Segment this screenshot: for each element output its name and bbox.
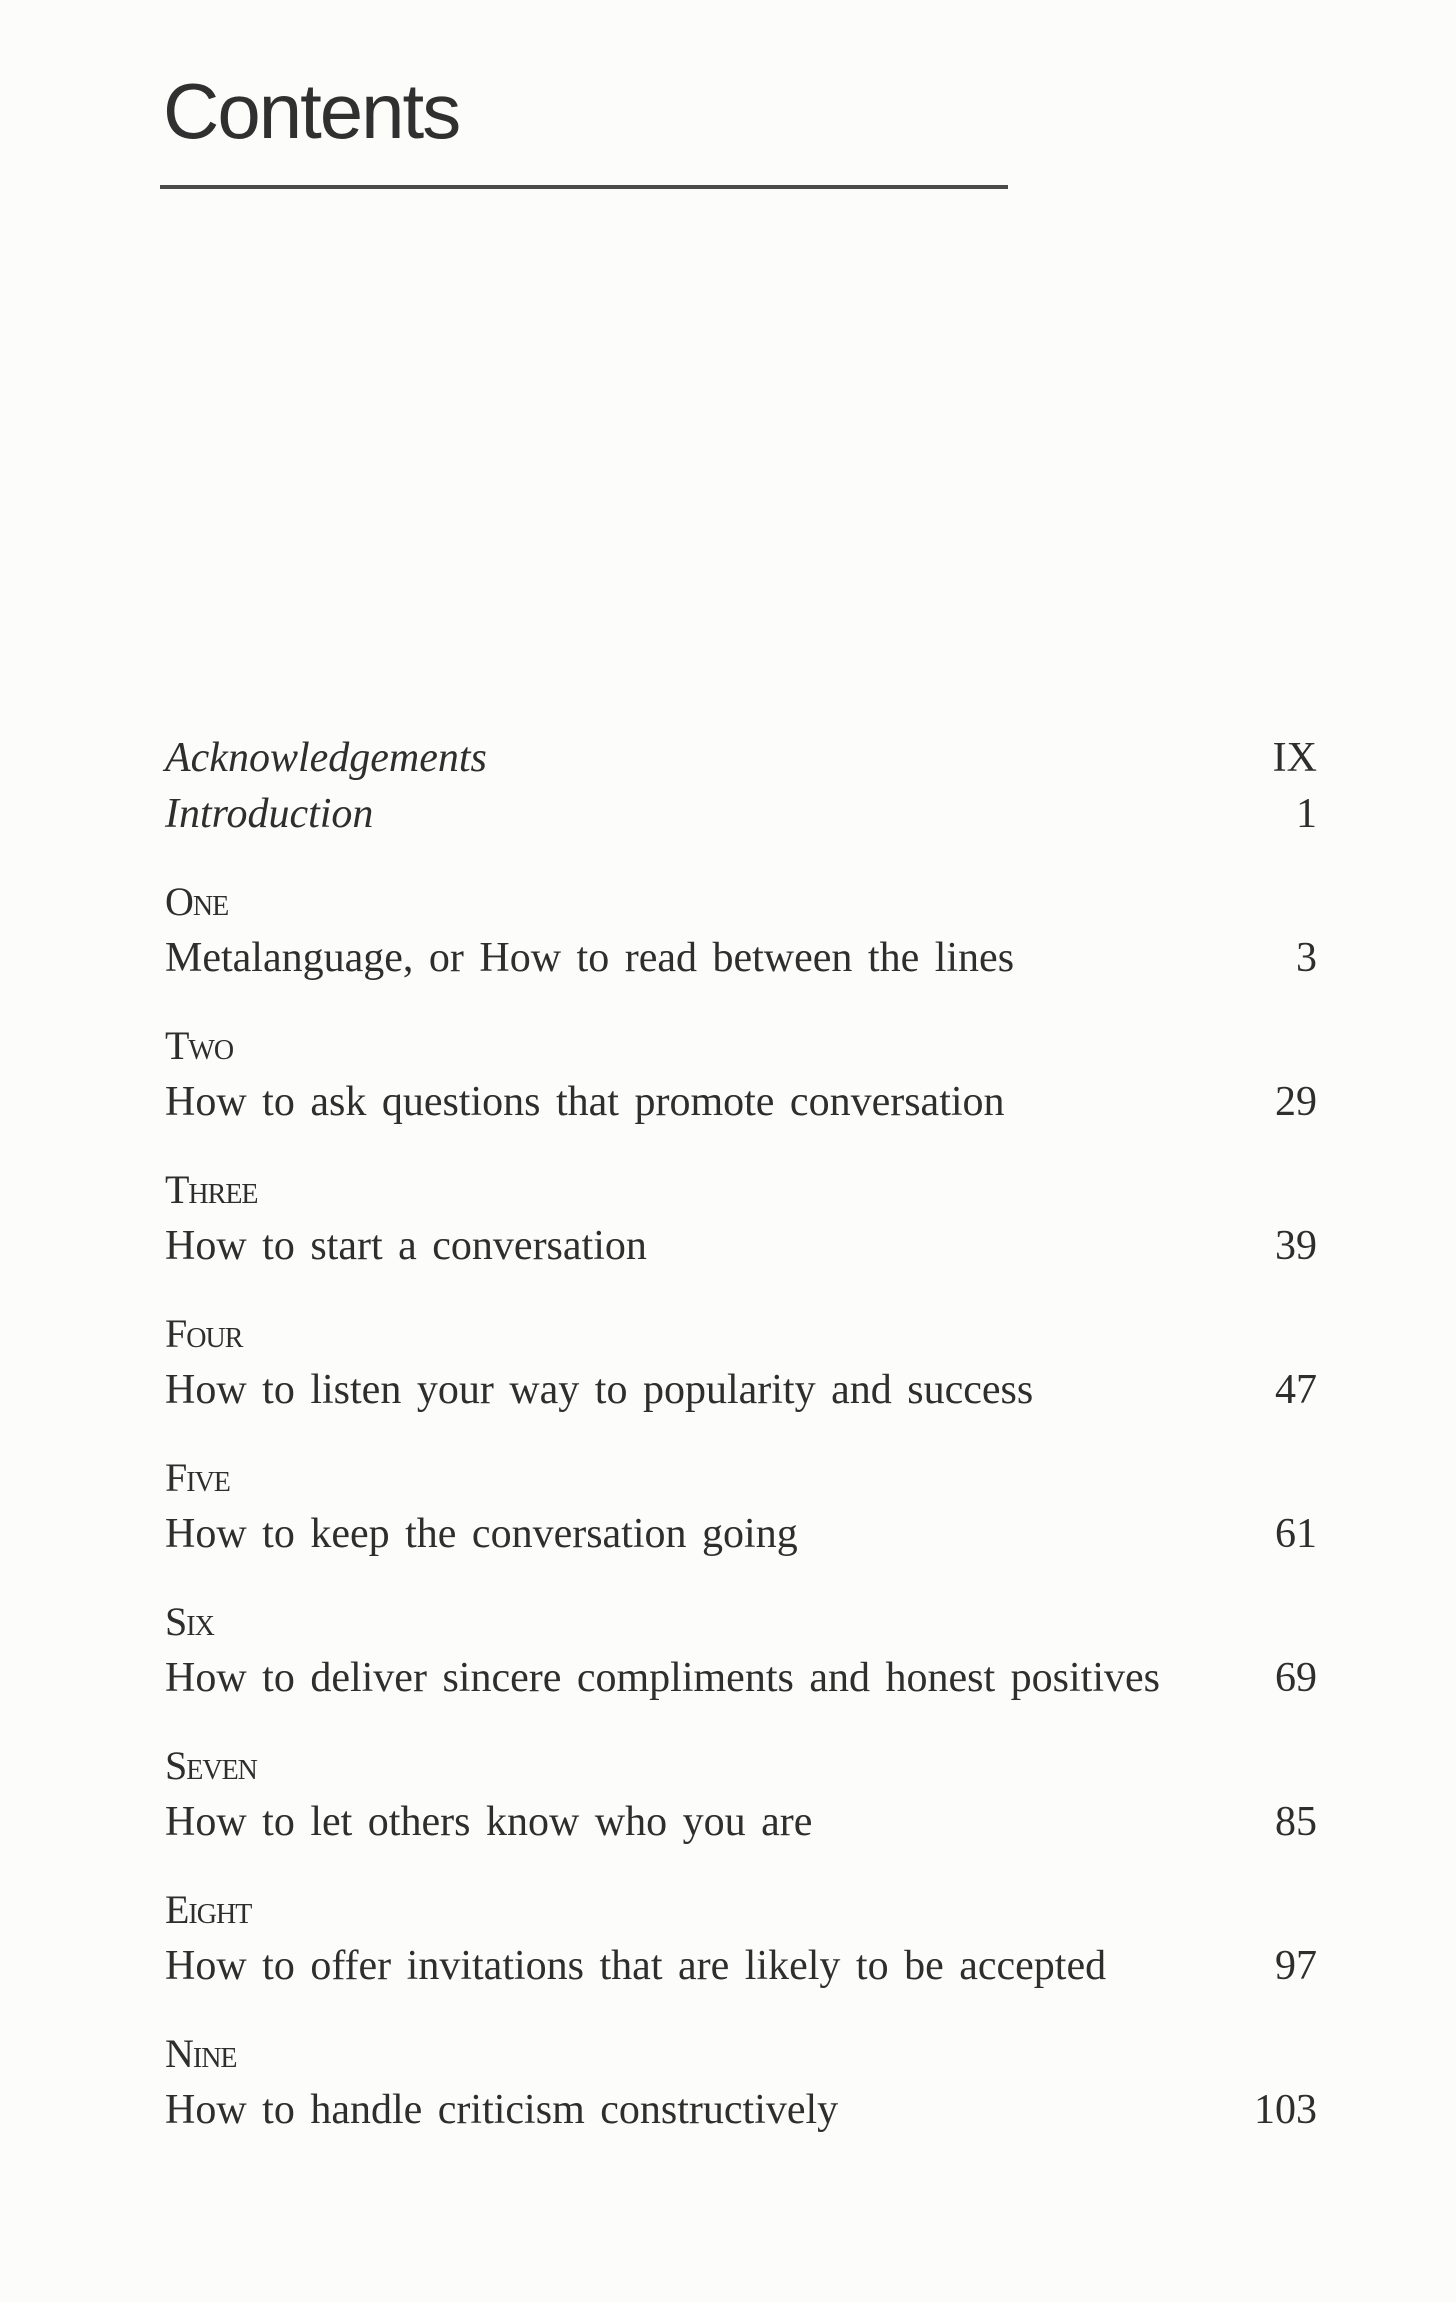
chapter-title: How to let others know who you are: [165, 1799, 813, 1845]
toc-chapter-6[interactable]: [165, 1588, 1317, 1706]
chapter-number: Five: [165, 1455, 230, 1500]
chapter-page-number: 39: [1275, 1223, 1317, 1269]
chapter-title: How to handle criticism constructively: [165, 2087, 839, 2133]
table-of-contents: [165, 730, 1317, 2164]
entry-page-number: IX: [1272, 735, 1317, 781]
chapter-page-number: 85: [1275, 1799, 1317, 1845]
chapter-number: One: [165, 879, 229, 924]
chapter-page-number: 29: [1275, 1079, 1317, 1125]
chapter-title: How to deliver sincere compliments and honest positives: [165, 1655, 1160, 1701]
chapter-page-number: 3: [1296, 935, 1317, 981]
chapter-page-number: 61: [1275, 1511, 1317, 1557]
chapter-number: Four: [165, 1311, 243, 1356]
chapter-title: How to keep the conversation going: [165, 1511, 798, 1557]
chapter-number: Six: [165, 1599, 214, 1644]
chapter-number: Eight: [165, 1887, 252, 1932]
toc-chapter-5[interactable]: [165, 1444, 1317, 1562]
front-matter: [165, 730, 1317, 842]
toc-chapter-2[interactable]: [165, 1012, 1317, 1130]
toc-chapter-8[interactable]: [165, 1876, 1317, 1994]
toc-entry-introduction[interactable]: [165, 786, 1317, 842]
chapter-number: Nine: [165, 2031, 237, 2076]
chapter-number: Seven: [165, 1743, 257, 1788]
toc-chapter-4[interactable]: [165, 1300, 1317, 1418]
chapter-page-number: 103: [1254, 2087, 1317, 2133]
toc-chapter-3[interactable]: [165, 1156, 1317, 1274]
chapter-title: How to ask questions that promote conversation: [165, 1079, 1005, 1125]
page-title: Contents: [163, 67, 460, 155]
entry-title: Introduction: [165, 791, 374, 837]
chapter-page-number: 97: [1275, 1943, 1317, 1989]
chapter-page-number: 69: [1275, 1655, 1317, 1701]
chapter-number: Three: [165, 1167, 258, 1212]
entry-title: Acknowledgements: [165, 735, 487, 781]
chapter-page-number: 47: [1275, 1367, 1317, 1413]
chapter-title: How to listen your way to popularity and success: [165, 1367, 1034, 1413]
toc-chapter-7[interactable]: [165, 1732, 1317, 1850]
title-underline: [160, 185, 1008, 189]
chapter-title: How to start a conversation: [165, 1223, 647, 1269]
toc-chapter-9[interactable]: [165, 2020, 1317, 2138]
chapter-number: Two: [165, 1023, 234, 1068]
entry-page-number: 1: [1296, 791, 1317, 837]
toc-chapter-1[interactable]: [165, 868, 1317, 986]
chapter-title: Metalanguage, or How to read between the lines: [165, 935, 1015, 981]
toc-entry-acknowledgements[interactable]: [165, 730, 1317, 786]
chapter-title: How to offer invitations that are likely to be accepted: [165, 1943, 1107, 1989]
